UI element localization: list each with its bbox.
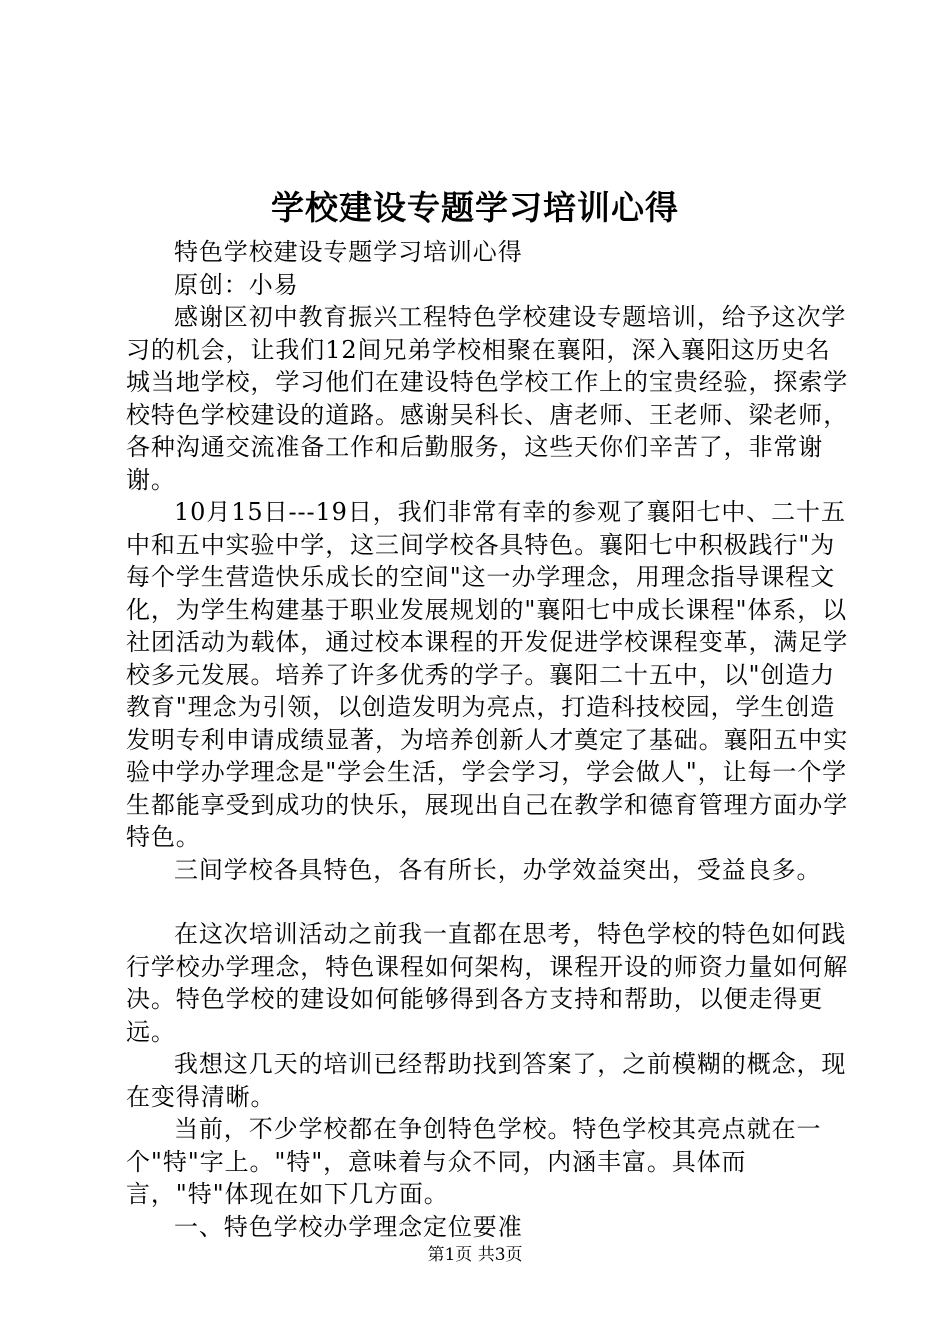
body-paragraph: 在这次培训活动之前我一直都在思考，特色学校的特色如何践行学校办学理念，特色课程如何架构，课程开设的师资力量如何解决。特色学校的建设如何能够得到各方支持和帮助，以便走得更远。 [126, 920, 849, 1046]
author-line: 原创：小易 [174, 270, 299, 299]
body-paragraph: 当前，不少学校都在争创特色学校。特色学校其亮点就在一个"特"字上。"特"，意味着与众不同，内涵丰富。具体而言，"特"体现在如下几方面。 [126, 1115, 822, 1208]
document-title: 学校建设专题学习培训心得 [271, 188, 679, 227]
subtitle-paragraph: 特色学校建设专题学习培训心得 [174, 238, 523, 266]
body-paragraph: 我想这几天的培训已经帮助找到答案了，之前模糊的概念，现在变得清晰。 [126, 1050, 847, 1111]
body-paragraph: 感谢区初中教育振兴工程特色学校建设专题培训，给予这次学习的机会，让我们12间兄弟学校相聚在襄阳，深入襄阳这历史名城当地学校，学习他们在建设特色学校工作上的宝贵经验，探索学校特色学校建设的道路。感谢吴科长、唐老师、王老师、梁老师，各种沟通交流准备工作和后勤服务，这些天你们辛苦了，非常谢谢。 [126, 303, 849, 494]
body-paragraph: 三间学校各具特色，各有所长，办学效益突出，受益良多。 [174, 855, 822, 884]
document-body [126, 236, 850, 1243]
body-paragraph: 10月15日---19日，我们非常有幸的参观了襄阳七中、二十五中和五中实验中学，这三间学校各具特色。襄阳七中积极践行"为每个学生营造快乐成长的空间"这一办学理念，用理念指导课程文化，为学生构建基于职业发展规划的"襄阳七中成长课程"体系，以社团活动为载体，通过校本课程的开发促进学校课程变革，满足学校多元发展。培养了许多优秀的学子。襄阳二十五中，以"创造力教育"理念为引领，以创造发明为亮点，打造科技校园，学生创造发明专利申请成绩显著，为培养创新人才奠定了基础。襄阳五中实验中学办学理念是"学会生活，学会学习，学会做人"，让每一个学生都能享受到成功的快乐，展现出自己在教学和德育管理方面办学特色。 [126, 498, 849, 851]
section-heading: 一、特色学校办学理念定位要准 [174, 1212, 523, 1241]
page-number-footer: 第1页 共3页 [427, 1245, 523, 1265]
